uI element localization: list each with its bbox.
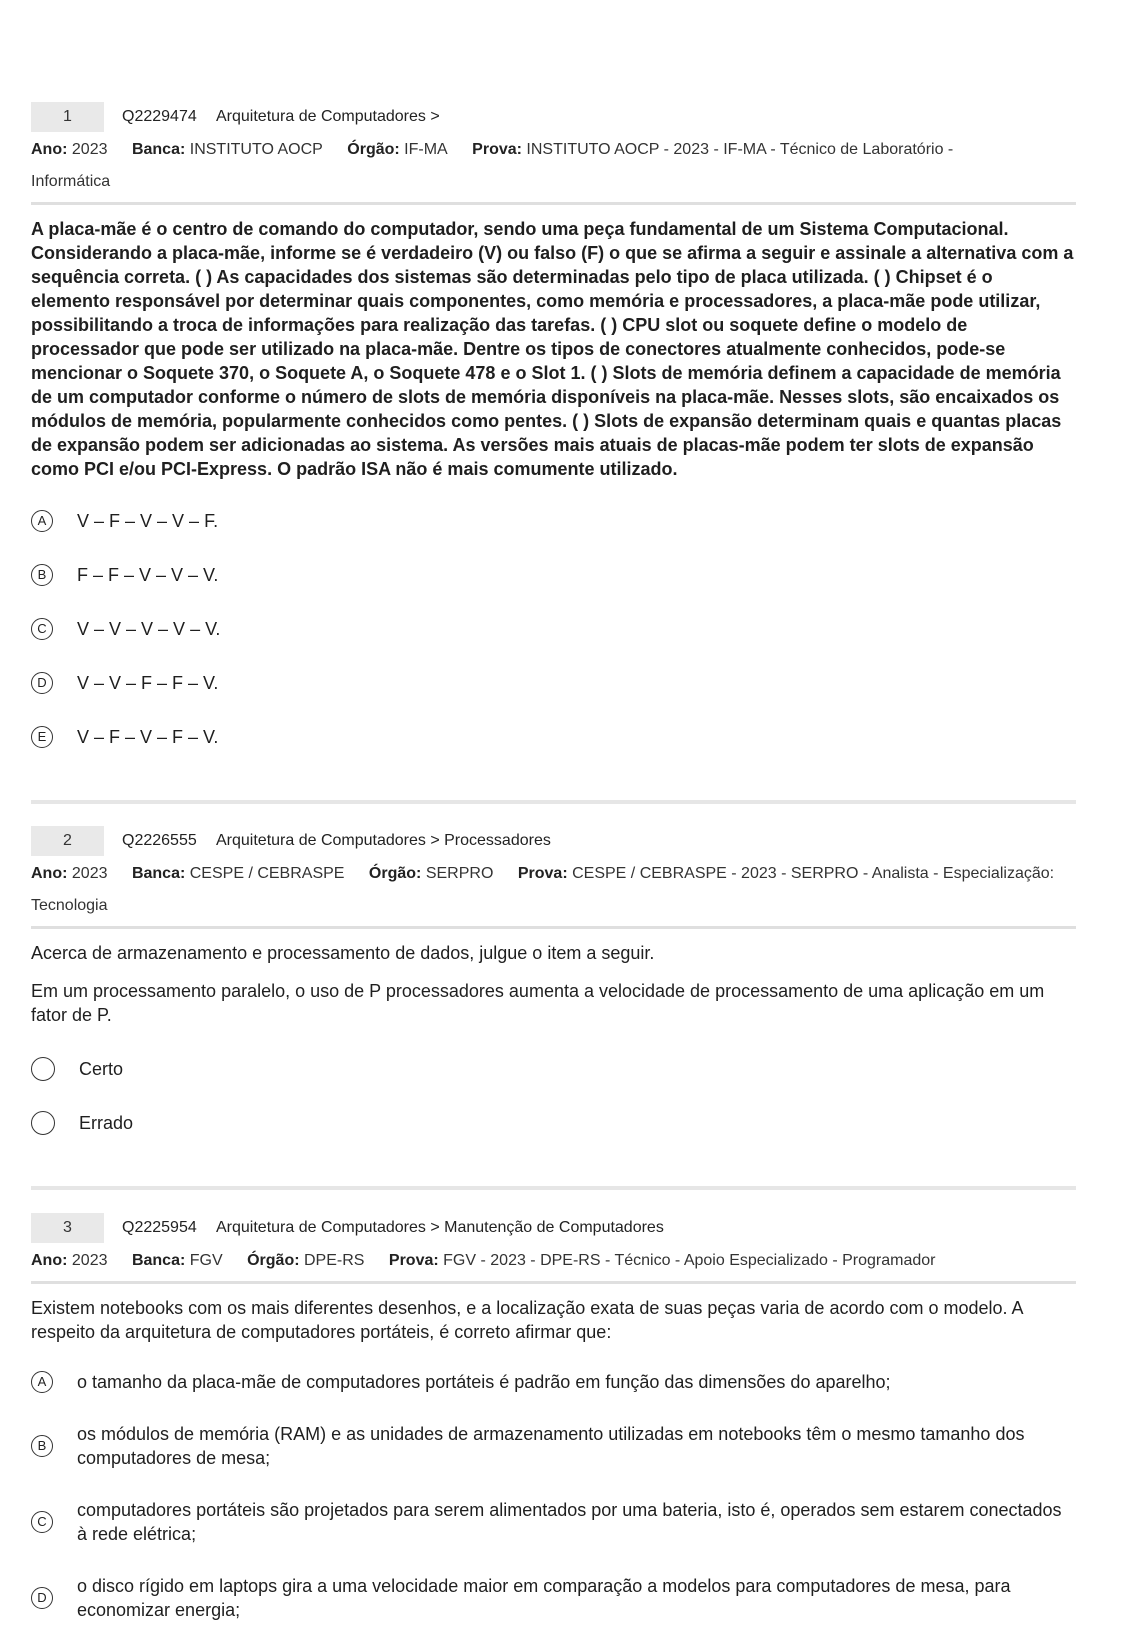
prova-label: Prova: <box>517 865 568 882</box>
option-c[interactable] <box>31 617 1076 641</box>
banca-label: Banca: <box>131 141 186 158</box>
question-number: 2 <box>31 826 104 856</box>
option-text: Errado <box>79 1113 134 1133</box>
option-text: V – F – V – V – F. <box>77 511 219 531</box>
radio-icon[interactable] <box>31 1057 55 1081</box>
orgao-value: IF-MA <box>404 141 448 158</box>
option-letter: D <box>31 672 53 694</box>
option-b[interactable] <box>31 1422 1076 1470</box>
prova-value-cont: Informática <box>31 173 111 190</box>
option-b[interactable] <box>31 563 1076 587</box>
divider <box>31 202 1076 205</box>
option-letter: C <box>31 1511 53 1533</box>
option-letter: B <box>31 1435 53 1457</box>
option-c[interactable] <box>31 1498 1076 1546</box>
prova-label: Prova: <box>388 1252 439 1269</box>
question-header <box>31 102 1076 132</box>
option-text: o disco rígido em laptops gira a uma velocidade maior em comparação a modelos para computadores de mesa, para economizar energia; <box>77 1576 1011 1620</box>
option-certo[interactable] <box>31 1057 1076 1081</box>
question-separator <box>31 800 1076 804</box>
option-letter: B <box>31 564 53 586</box>
question-statement: Em um processamento paralelo, o uso de P processadores aumenta a velocidade de processamento de uma aplicação em um fator de P. <box>31 981 1045 1025</box>
question-2 <box>31 826 1076 1135</box>
option-text: computadores portáteis são projetados para serem alimentados por uma bateria, isto é, operados sem estarem conectados à rede elétrica; <box>77 1500 1062 1544</box>
prova-value-cont: Tecnologia <box>31 897 108 914</box>
option-text: V – V – V – V – V. <box>77 619 221 639</box>
question-number: 3 <box>31 1213 104 1243</box>
option-errado[interactable] <box>31 1111 1076 1135</box>
orgao-value: DPE-RS <box>304 1252 365 1269</box>
question-subject[interactable]: Arquitetura de Computadores > Processadores <box>216 832 551 849</box>
banca-value: INSTITUTO AOCP <box>189 141 323 158</box>
question-id[interactable]: Q2226555 <box>122 832 197 849</box>
banca-label: Banca: <box>131 1252 186 1269</box>
question-meta <box>31 134 1076 198</box>
ano-label: Ano: <box>31 1252 68 1269</box>
prova-value: INSTITUTO AOCP - 2023 - IF-MA - Técnico de Laboratório - <box>526 141 954 158</box>
orgao-value: SERPRO <box>425 865 494 882</box>
question-separator <box>31 1186 1076 1190</box>
option-letter: D <box>31 1587 53 1609</box>
question-intro: Acerca de armazenamento e processamento de dados, julgue o item a seguir. <box>31 943 655 963</box>
option-text: V – V – F – F – V. <box>77 673 219 693</box>
question-header <box>31 1213 1076 1243</box>
ano-label: Ano: <box>31 141 68 158</box>
divider <box>31 926 1076 929</box>
banca-value: CESPE / CEBRASPE <box>189 865 345 882</box>
option-text: o tamanho da placa-mãe de computadores portáteis é padrão em função das dimensões do aparelho; <box>77 1372 891 1392</box>
question-subject[interactable]: Arquitetura de Computadores > <box>216 108 440 125</box>
option-letter: A <box>31 1371 53 1393</box>
option-text: os módulos de memória (RAM) e as unidades de armazenamento utilizadas em notebooks têm o mesmo tamanho dos computadores de mesa; <box>77 1424 1025 1468</box>
question-id[interactable]: Q2225954 <box>122 1219 197 1236</box>
option-d[interactable] <box>31 671 1076 695</box>
question-statement: A placa-mãe é o centro de comando do computador, sendo uma peça fundamental de um Sistema Computacional. Considerando a placa-mãe, informe se é verdadeiro (V) ou falso (F) o que se afirma a seguir e assinale a alternativa com a sequência correta. ( ) As capacidades dos sistemas são determinadas pelo tipo de placa utilizada. ( ) Chipset é o elemento responsável por determinar quais componentes, como memória e processadores, a placa-mãe pode utilizar, possibilitando a troca de informações para realização das tarefas. ( ) CPU slot ou soquete define o modelo de processador que pode ser utilizado na placa-mãe. Dentre os tipos de conectores atualmente conhecidos, pode-se mencionar o Soquete 370, o Soquete A, o Soquete 478 e o Slot 1. ( ) Slots de memória definem a capacidade de memória de um computador conforme o número de slots de memória disponíveis na placa-mãe. Nesses slots, são encaixados os módulos de memória, popularmente conhecidos como pentes. ( ) Slots de expansão determinam quais e quantas placas de expansão podem ser adicionadas ao sistema. As versões mais atuais de placas-mãe podem ter slots de expansão como PCI e/ou PCI-Express. O padrão ISA não é mais comumente utilizado. <box>31 219 1074 479</box>
ano-value: 2023 <box>71 865 108 882</box>
option-text: F – F – V – V – V. <box>77 565 219 585</box>
prova-label: Prova: <box>472 141 522 158</box>
option-letter: C <box>31 618 53 640</box>
question-3 <box>31 1213 1076 1622</box>
orgao-label: Órgão: <box>368 865 422 882</box>
prova-value: FGV - 2023 - DPE-RS - Técnico - Apoio Especializado - Programador <box>443 1252 936 1269</box>
ano-value: 2023 <box>71 1252 108 1269</box>
option-letter: A <box>31 510 53 532</box>
prova-value: CESPE / CEBRASPE - 2023 - SERPRO - Analista - Especialização: <box>572 865 1055 882</box>
divider <box>31 1281 1076 1284</box>
option-a[interactable] <box>31 509 1076 533</box>
question-header <box>31 826 1076 856</box>
orgao-label: Órgão: <box>347 141 400 158</box>
banca-value: FGV <box>189 1252 223 1269</box>
question-subject[interactable]: Arquitetura de Computadores > Manutenção de Computadores <box>216 1219 664 1236</box>
orgao-label: Órgão: <box>247 1252 300 1269</box>
ano-label: Ano: <box>31 865 68 882</box>
radio-icon[interactable] <box>31 1111 55 1135</box>
question-meta <box>31 1245 1076 1277</box>
option-a[interactable] <box>31 1370 1076 1394</box>
question-id[interactable]: Q2229474 <box>122 108 197 125</box>
question-number: 1 <box>31 102 104 132</box>
option-text: V – F – V – F – V. <box>77 727 219 747</box>
question-1 <box>31 102 1076 749</box>
option-letter: E <box>31 726 53 748</box>
option-d[interactable] <box>31 1574 1076 1622</box>
question-statement: Existem notebooks com os mais diferentes desenhos, e a localização exata de suas peças varia de acordo com o modelo. A respeito da arquitetura de computadores portáteis, é correto afirmar que: <box>31 1298 1023 1342</box>
banca-label: Banca: <box>131 865 186 882</box>
option-e[interactable] <box>31 725 1076 749</box>
option-text: Certo <box>79 1059 124 1079</box>
ano-value: 2023 <box>71 141 108 158</box>
question-meta <box>31 858 1076 922</box>
